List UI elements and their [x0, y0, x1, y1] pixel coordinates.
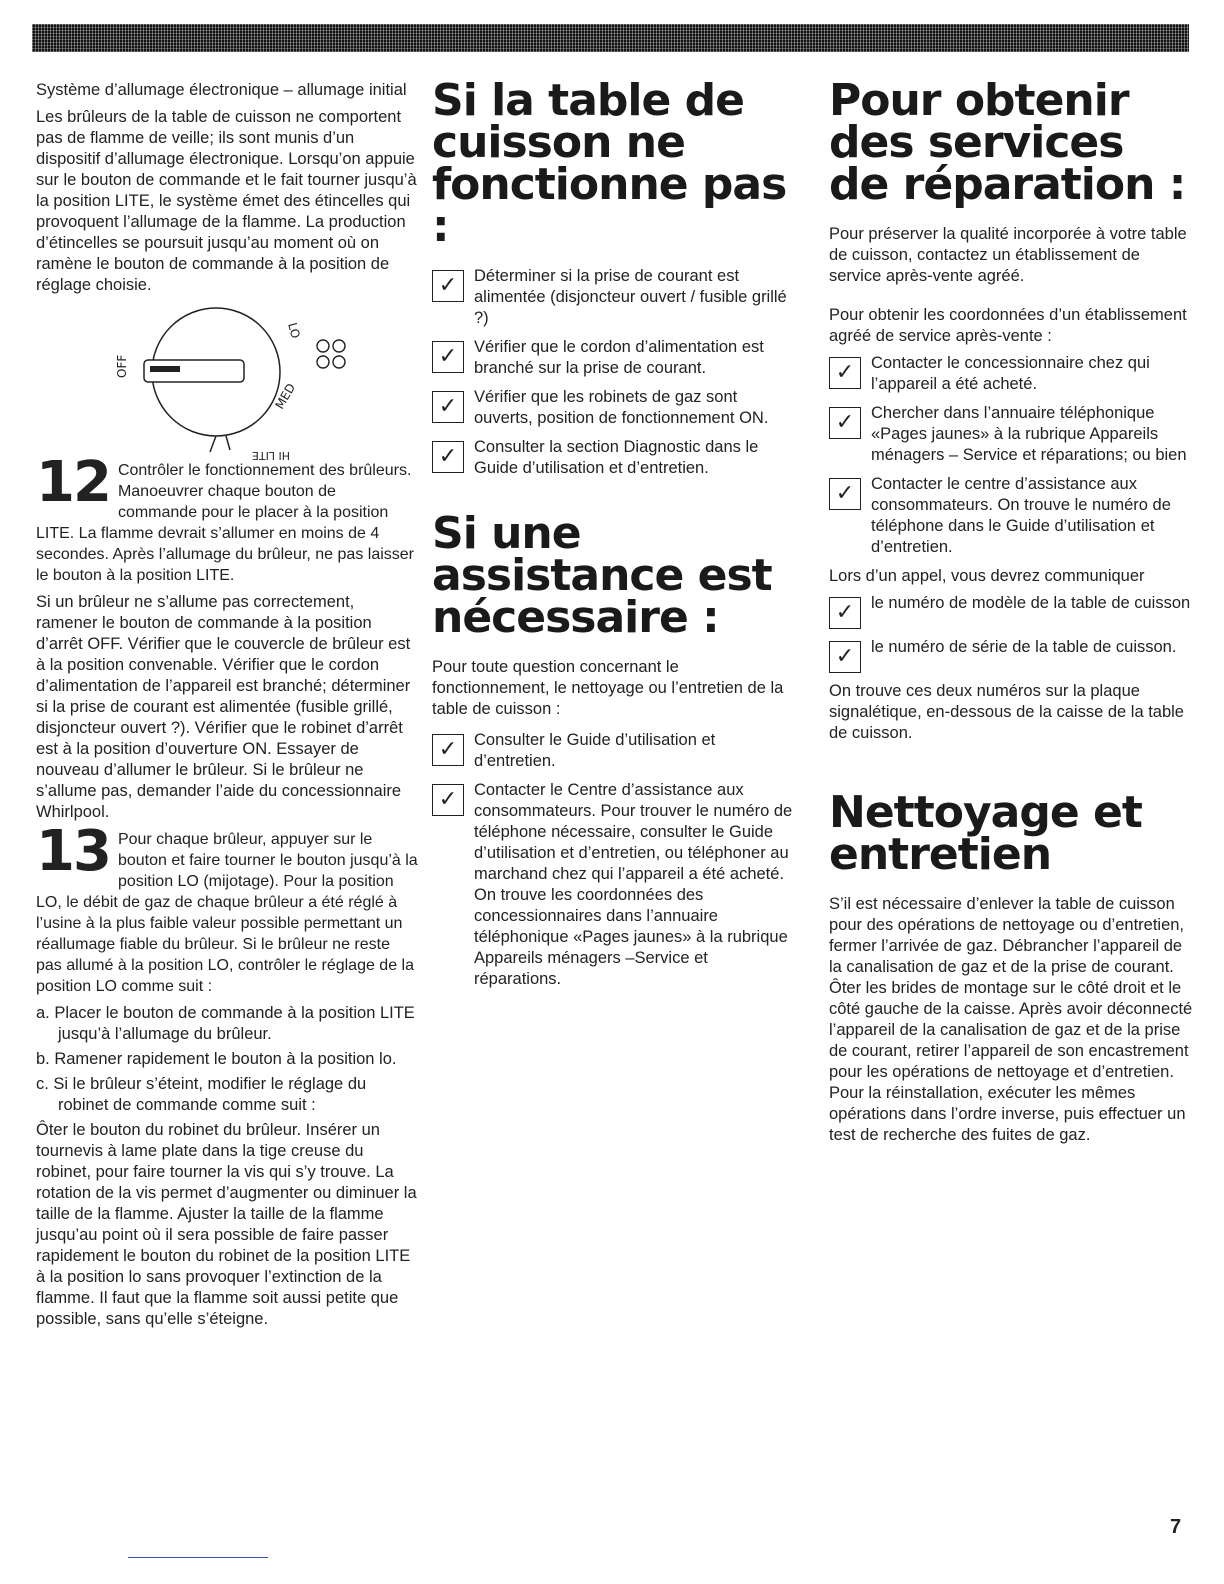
- footer-rule: [128, 1557, 268, 1558]
- list-item-a: a. Placer le bouton de commande à la position LITE jusqu’à l’allumage du brûleur.: [36, 1004, 415, 1043]
- check-item: ✓ Contacter le centre d’assistance aux consommateurs. On trouve le numéro de téléphone dans le Guide d’utilisation et d’entretien.: [829, 474, 1194, 558]
- list-item-b: b. Ramener rapidement le bouton à la position lo.: [36, 1050, 397, 1068]
- checkmark-icon: ✓: [432, 391, 464, 423]
- heading-assistance: Si une assistance est nécessaire :: [432, 508, 772, 643]
- repair-paragraph-1: Pour préserver la qualité incorporée à votre table de cuisson, contactez un établissement de service après-vente agréé.: [829, 225, 1187, 285]
- heading-repair-services: Pour obtenir des services de réparation :: [829, 75, 1186, 210]
- checkmark-icon: ✓: [829, 478, 861, 510]
- step-12-paragraph: Si un brûleur ne s’allume pas correctement, ramener le bouton de commande à la position d’arrêt OFF. Vérifier que le couvercle de brûleur est à la position convenable. Vérifier que le cordon d’alimentation de l’appareil est branché; déterminer si la prise de courant est alimentée (fusible grillé, disjoncteur ouvert ?). Vérifier que le robinet d’arrêt est à la position d’ouverture ON. Essayer de nouveau d’allumer le brûleur. Si le brûleur ne s’allume pas, demander l’aide du concessionnaire Whirlpool.: [36, 593, 411, 821]
- dial-lo-label: LO: [285, 321, 303, 340]
- checkmark-icon: ✓: [829, 641, 861, 673]
- burner-layout-icon: [317, 340, 345, 368]
- check-item: ✓ Contacter le concessionnaire chez qui l’appareil a été acheté.: [829, 353, 1194, 395]
- page-number: 7: [1170, 1516, 1182, 1538]
- checkmark-icon: ✓: [829, 407, 861, 439]
- checkmark-icon: ✓: [829, 357, 861, 389]
- cleaning-paragraph: S’il est nécessaire d’enlever la table de cuisson pour des opérations de nettoyage ou d’entretien, fermer l’arrivée de gaz. Débrancher l’appareil de la canalisation de gaz et de la prise de courant. Ôter les brides de montage sur le côté droit et le côté gauche de la caisse. Après avoir déconnecté l’appareil de la canalisation de gaz et de la prise de courant, retirer l’appareil de son encastrement pour les opérations de nettoyage et d’entretien. Pour la réinstallation, exécuter les mêmes opérations dans l’ordre inverse, puis effectuer un test de recherche des fuites de gaz.: [829, 895, 1193, 1144]
- check-item: ✓ Vérifier que les robinets de gaz sont ouverts, position de fonctionnement ON.: [432, 387, 797, 429]
- check-item: ✓ Déterminer si la prise de courant est alimentée (disjoncteur ouvert / fusible grillé ?): [432, 266, 797, 329]
- list-item-c: c. Si le brûleur s’éteint, modifier le réglage du robinet de commande comme suit :: [36, 1075, 367, 1114]
- adjust-flame-paragraph: Ôter le bouton du robinet du brûleur. Insérer un tournevis à lame plate dans la tige creuse du robinet, pour faire tourner la vis qui s’y trouve. La rotation de la vis permet d’augmenter ou diminuer la taille de la flamme. Ajuster la taille de la flamme jusqu’au point où il sera possible de faire passer rapidement le bouton du robinet de la position LITE à la position lo sans provoquer l’extinction de la flamme. Il faut que la flamme soit aussi petite que possible, sans qu’elle s’éteigne.: [36, 1121, 417, 1328]
- check-item: ✓ le numéro de modèle de la table de cuisson: [829, 593, 1194, 629]
- repair-paragraph-2: Pour obtenir les coordonnées d’un établissement agréé de service après-vente :: [829, 306, 1187, 345]
- serial-location-paragraph: On trouve ces deux numéros sur la plaque signalétique, en-dessous de la caisse de la table de cuisson.: [829, 682, 1184, 742]
- checkmark-icon: ✓: [829, 597, 861, 629]
- checkmark-icon: ✓: [432, 270, 464, 302]
- dial-hi-lite-label: HI LITE: [251, 449, 290, 462]
- assistance-intro: Pour toute question concernant le fonctionnement, le nettoyage ou l’entretien de la table de cuisson :: [432, 658, 784, 718]
- intro-title: Système d’allumage électronique – allumage initial: [36, 81, 407, 99]
- step-13-number: 13: [36, 819, 110, 884]
- header-bar: [32, 24, 1189, 52]
- checkmark-icon: ✓: [432, 341, 464, 373]
- check-item: ✓ Vérifier que le cordon d’alimentation est branché sur la prise de courant.: [432, 337, 797, 379]
- checkmark-icon: ✓: [432, 784, 464, 816]
- check-item: ✓ Consulter la section Diagnostic dans le Guide d’utilisation et d’entretien.: [432, 437, 797, 479]
- column-left: [36, 80, 418, 1336]
- checkmark-icon: ✓: [432, 441, 464, 473]
- step-12-text: Contrôler le fonctionnement des brûleurs. Manoeuvrer chaque bouton de commande pour le placer à la position LITE. La flamme devrait s’allumer en moins de 4 secondes. Après l’allumage du brûleur, ne pas laisser le bouton à la position LITE.: [36, 462, 414, 584]
- step-13: [36, 819, 418, 997]
- check-item: ✓ Contacter le Centre d’assistance aux consommateurs. Pour trouver le numéro de téléphone nécessaire, consulter le Guide d’utilisation et d’entretien, ou téléphoner au marchand chez qui l’appareil a été acheté. On trouve les coordonnées des concessionnaires dans l’annuaire téléphonique «Pages jaunes» à la rubrique Appareils ménagers –Service et réparations.: [432, 780, 797, 990]
- check-item: ✓ Consulter le Guide d’utilisation et d’entretien.: [432, 730, 797, 772]
- dial-med-label: MED: [272, 380, 299, 412]
- call-info-paragraph: Lors d’un appel, vous devrez communiquer: [829, 567, 1145, 585]
- heading-cleaning: Nettoyage et entretien: [829, 787, 1142, 880]
- column-right: [829, 75, 1194, 1152]
- check-item: ✓ le numéro de série de la table de cuisson.: [829, 637, 1194, 673]
- checkmark-icon: ✓: [432, 734, 464, 766]
- step-12-number: 12: [36, 450, 110, 515]
- column-middle: [432, 75, 797, 998]
- step-13-text: Pour chaque brûleur, appuyer sur le bouton et faire tourner le bouton jusqu’à la position LO (mijotage). Pour la position LO, le débit de gaz de chaque brûleur a été réglé à l’usine à la plus faible valeur possible permettant un réallumage fiable du brûleur. Si le brûleur ne reste pas allumé à la position LO, contrôler le réglage de la position LO comme suit :: [36, 831, 418, 995]
- dial-off-label: OFF: [115, 354, 129, 378]
- intro-body: Les brûleurs de la table de cuisson ne comportent pas de flamme de veille; ils sont munis d’un dispositif d’allumage électronique. Lorsqu’on appuie sur le bouton de commande et le fait tourner jusqu’à la position LITE, le système émet des étincelles qui provoquent l’allumage de la flamme. La production d’étincelles se poursuit jusqu’au moment où on ramène le bouton de commande à la position de réglage choisie.: [36, 108, 417, 294]
- heading-not-working: Si la table de cuisson ne fonctionne pas :: [432, 75, 787, 252]
- check-item: ✓ Chercher dans l’annuaire téléphonique «Pages jaunes» à la rubrique Appareils ménagers – Service et réparations; ou bien: [829, 403, 1194, 466]
- control-knob-diagram: [106, 302, 366, 462]
